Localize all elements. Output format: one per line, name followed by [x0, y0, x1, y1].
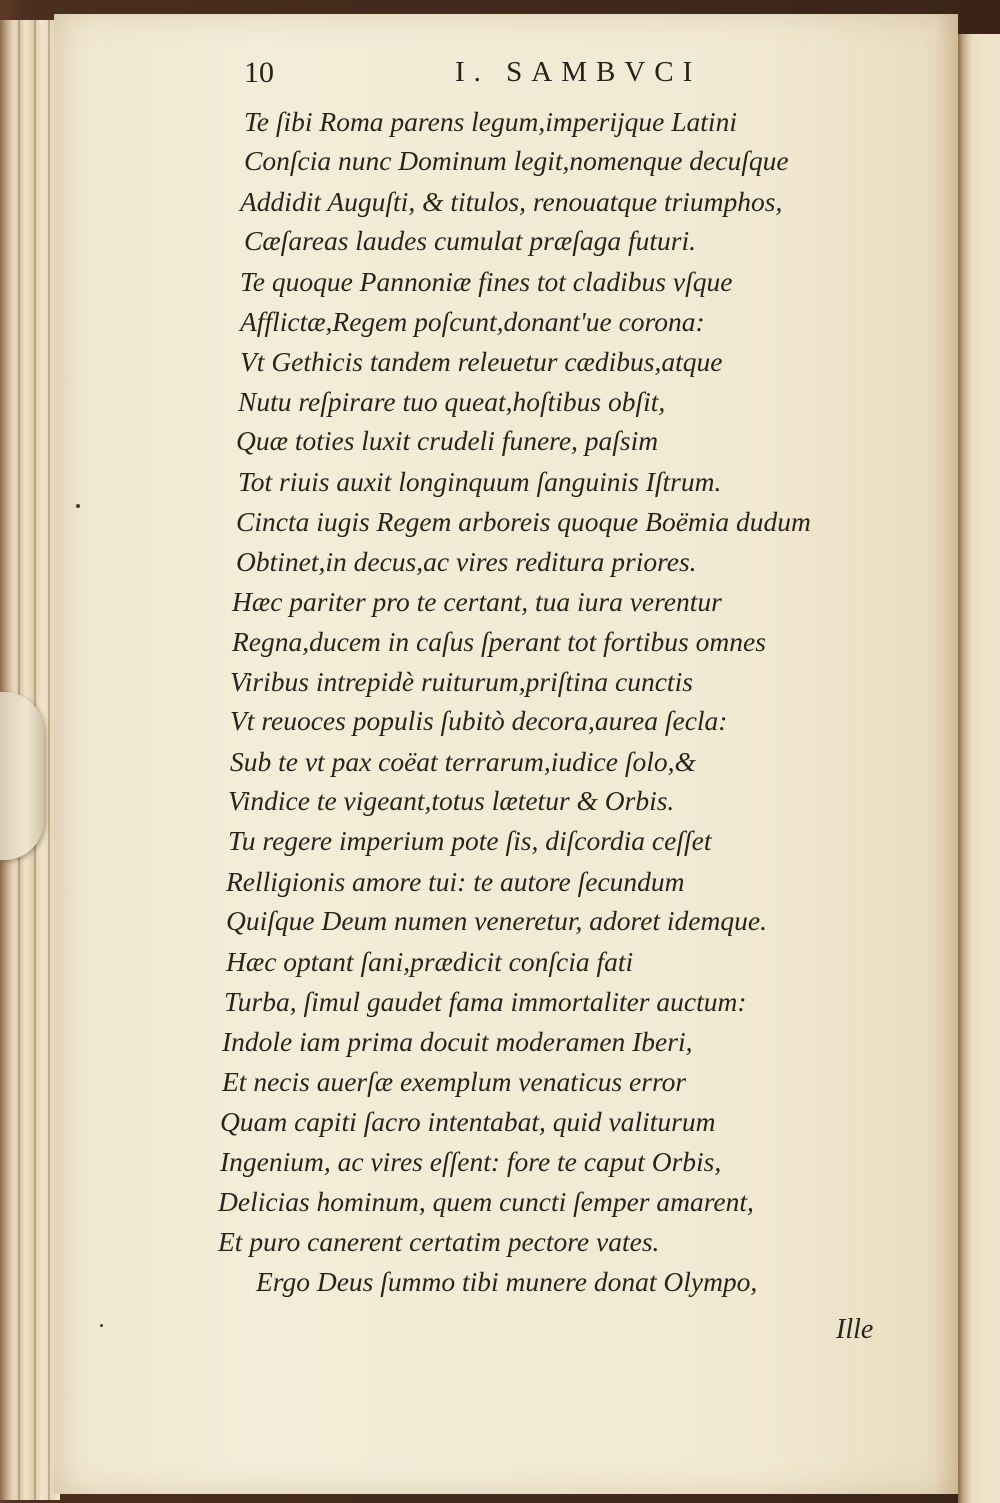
- running-head: I. SAMBVCI: [455, 56, 702, 88]
- verse-line: Hæc optant ſani,prædicit conſcia fati: [226, 946, 634, 977]
- verse-line: Tu regere imperium pote ſis, diſcordia ceſſet: [228, 825, 712, 856]
- verse-line: Ingenium, ac vires eſſent: fore te caput Orbis,: [220, 1146, 722, 1177]
- verse-line: Afflictæ,Regem poſcunt,donant'ue corona:: [240, 306, 705, 337]
- verse-line: Vt Gethicis tandem releuetur cædibus,atque: [240, 346, 723, 377]
- verse-line: Cincta iugis Regem arboreis quoque Boëmia dudum: [236, 506, 811, 537]
- page-edge-line: [48, 20, 50, 1500]
- verse-line: Te quoque Pannoniæ fines tot cladibus vſque: [240, 266, 733, 297]
- verse-line: Delicias hominum, quem cuncti ſemper amarent,: [218, 1186, 754, 1217]
- verse-line: Obtinet,in decus,ac vires reditura priores.: [236, 546, 697, 577]
- paper-speck: [100, 1324, 103, 1327]
- verse-line: Sub te vt pax coëat terrarum,iudice ſolo,&: [230, 746, 696, 777]
- verse-line: Relligionis amore tui: te autore ſecundum: [226, 866, 685, 897]
- verse-line: Nutu reſpirare tuo queat,hoſtibus obſit,: [238, 386, 666, 417]
- page-tab: [0, 692, 44, 860]
- verse-line: Tot riuis auxit longinquum ſanguinis Iſtrum.: [238, 466, 722, 497]
- verse-line: Ergo Deus ſummo tibi munere donat Olympo,: [256, 1266, 758, 1297]
- page-number: 10: [244, 56, 274, 89]
- catchword: Ille: [836, 1314, 874, 1345]
- paper-speck: [76, 504, 80, 508]
- verse-line: Viribus intrepidè ruiturum,priſtina cunctis: [230, 666, 693, 697]
- verse-line: Hæc pariter pro te certant, tua iura verentur: [232, 586, 722, 617]
- verse-line: Quam capiti ſacro intentabat, quid valiturum: [220, 1106, 716, 1137]
- verse-line: Conſcia nunc Dominum legit,nomenque decuſque: [244, 145, 789, 176]
- verse-line: Indole iam prima docuit moderamen Iberi,: [222, 1026, 693, 1057]
- verse-line: Et puro canerent certatim pectore vates.: [218, 1226, 660, 1257]
- verse-line: Cæſareas laudes cumulat præſaga futuri.: [244, 225, 696, 256]
- verse-line: Quæ toties luxit crudeli funere, paſsim: [236, 425, 659, 456]
- verse-line: Turba, ſimul gaudet fama immortaliter auctum:: [224, 986, 747, 1017]
- verse-line: Regna,ducem in caſus ſperant tot fortibus omnes: [232, 626, 766, 657]
- next-page-edge: [958, 34, 1000, 1503]
- verse-line: Addidit Auguſti, & titulos, renouatque triumphos,: [240, 186, 783, 217]
- verse-line: Et necis auerſæ exemplum venaticus error: [222, 1066, 687, 1097]
- verse-line: Vt reuoces populis ſubitò decora,aurea ſecla:: [230, 705, 728, 736]
- verse-line: Te ſibi Roma parens legum,imperijque Latini: [244, 106, 737, 137]
- verse-line: Quiſque Deum numen veneretur, adoret idemque.: [226, 905, 767, 936]
- verse-line: Vindice te vigeant,totus lætetur & Orbis.: [228, 785, 675, 816]
